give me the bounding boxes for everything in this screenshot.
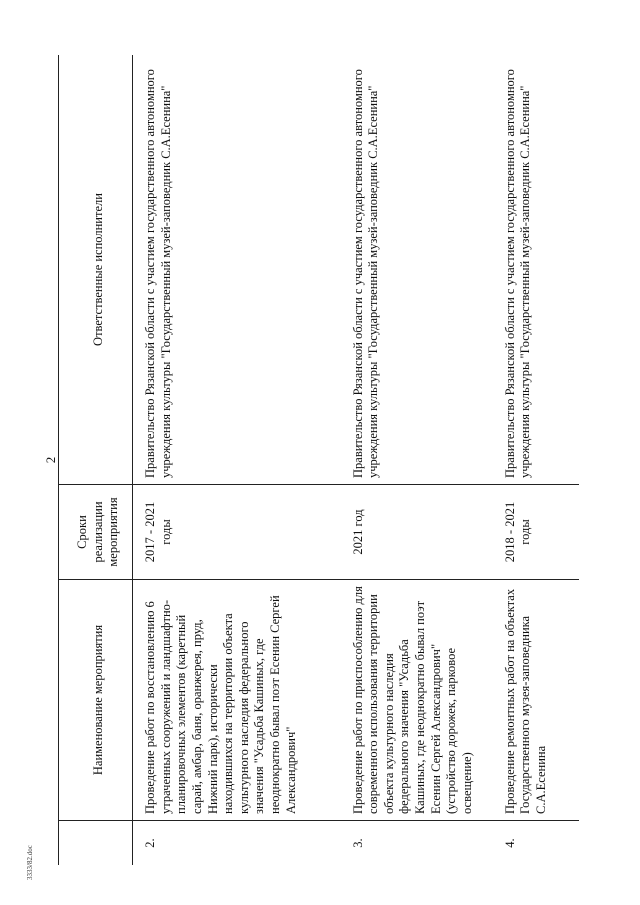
table-header-row (59, 55, 133, 865)
row-measure-name: Проведение ремонтных работ на объектах Государственного музея-заповедника С.А.Есенина (493, 580, 579, 821)
row-measure-name: Проведение работ по приспособлению для современного использования территории объекта культурного наследия федерального значения "Усадьба Кашиных, где неоднократно бывал поэт Есенин Сергей Александрович" (устройство дорожек, парковое освещение) (341, 580, 493, 821)
row-number: 4. (502, 838, 517, 848)
row-responsible: Правительство Рязанской области с участием государственного автономного учреждения культуры "Государственный музей-заповедник С.А.Есенина" (341, 55, 493, 485)
header-term: Сроки реализации мероприятия (59, 485, 133, 580)
document-table-rotated (58, 55, 578, 865)
row-term: 2018 - 2021 годы (493, 485, 579, 580)
row-term: 2017 - 2021 годы (133, 485, 341, 580)
row-responsible: Правительство Рязанской области с участием государственного автономного учреждения культуры "Государственный музей-заповедник С.А.Есенина" (133, 55, 341, 485)
header-name: Наименование мероприятия (59, 580, 133, 821)
page-number: 2 (43, 456, 58, 464)
file-tag: 3333/82.doc (26, 845, 34, 880)
table-row (133, 55, 341, 865)
row-term: 2021 год (341, 485, 493, 580)
measures-table (58, 55, 579, 865)
table-row (341, 55, 493, 865)
row-responsible: Правительство Рязанской области с участием государственного автономного учреждения культуры "Государственный музей-заповедник С.А.Есенина" (493, 55, 579, 485)
row-number: 2. (143, 838, 157, 848)
header-num (59, 821, 133, 866)
table-row (493, 55, 579, 865)
row-measure-name: Проведение работ по восстановлению 6 утраченных сооружений и ландшафтно-планировочных элементов (каретный сарай, амбар, баня, оранжерея, пруд, Нижний парк), исторически находившихся на территории объекта культурного наследия федерального значения "Усадьба Кашиных, где неоднократно бывал поэт Есенин Сергей Александрович" (133, 580, 341, 821)
row-number: 3. (350, 838, 365, 848)
header-responsible: Ответственные исполнители (59, 55, 133, 485)
